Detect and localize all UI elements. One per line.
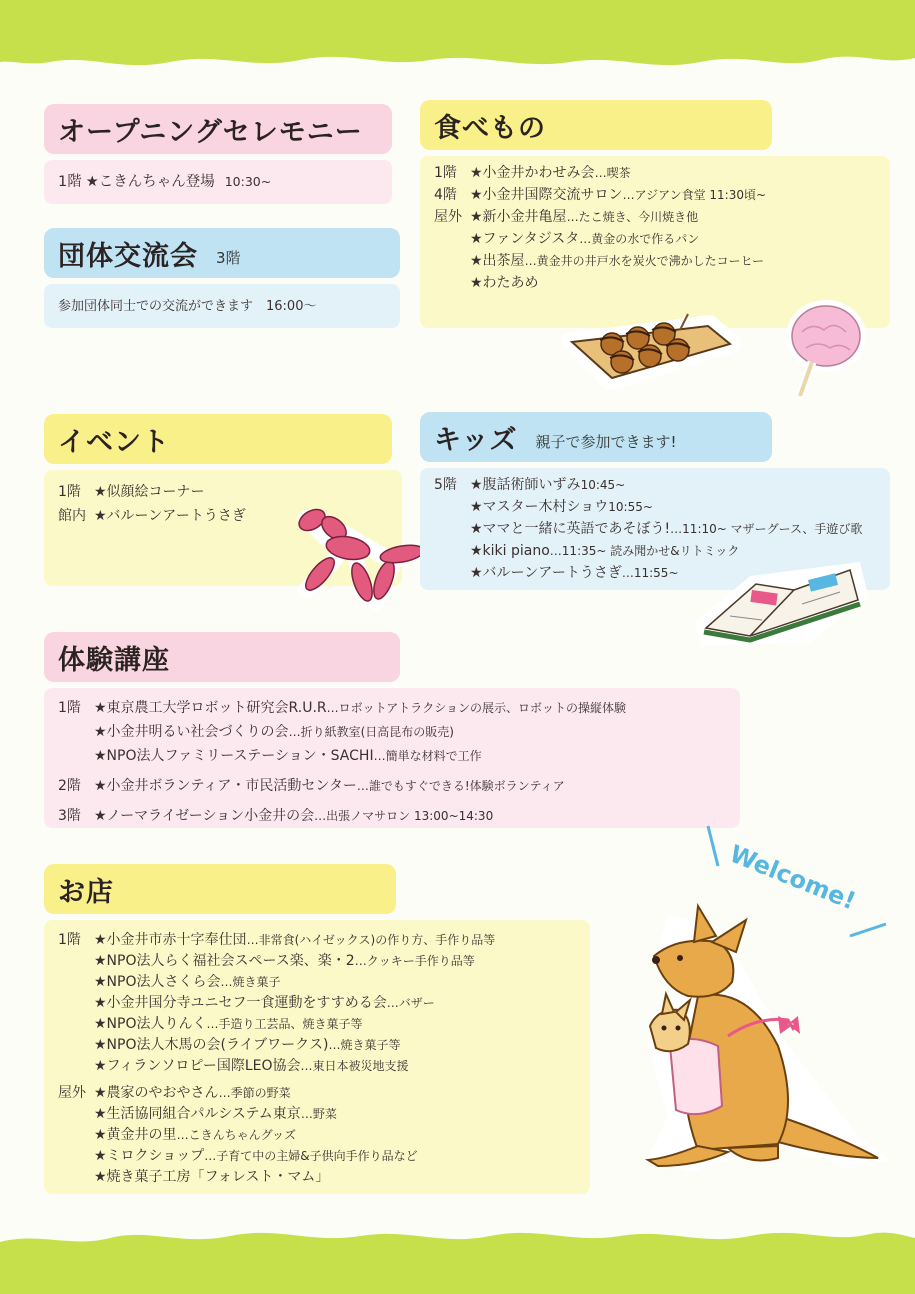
shop-item-name: ★生活協同組合パルシステム東京 [94,1106,301,1122]
list-item: 1階 ★似顔絵コーナー [58,480,388,504]
list-item: 1階 ★小金井かわせみ会 …喫茶 [434,162,876,184]
kids-item-note: …11:55~ [621,566,679,580]
shop-item-note: …野菜 [300,1107,337,1121]
list-item [434,272,876,294]
food-item-note: …たこ焼き、今川焼き他 [566,210,699,224]
list-item: 館内 ★バルーンアートうさぎ [58,504,388,528]
workshop-item-name: ★NPO法人ファミリーステーション・SACHI [94,748,374,764]
event-header [44,414,392,464]
workshop-item-name: ★東京農工大学ロボット研究会R.U.R [94,700,327,716]
cotton-candy-illustration [772,292,892,406]
shop-item-note: …バザー [386,996,435,1010]
shop-item-name: ★フィランソロピー国際LEO協会 [94,1058,301,1074]
workshop-item-name: ★小金井ボランティア・市民活動センター [94,778,357,794]
list-item [58,1146,576,1167]
opening-header [44,104,392,154]
opening-floor: 1階 [58,174,82,190]
list-item [58,1125,576,1146]
shop-item-name: ★ミロクショップ [94,1148,205,1164]
shop-item-note: …季節の野菜 [218,1086,291,1100]
kids-title: キッズ [434,424,518,456]
shop-item-note: …手造り工芸品、焼き菓子等 [206,1017,363,1031]
kids-item-name: ★マスター木村ショウ [470,499,609,515]
shop-item-note: …焼き菓子 [220,975,281,989]
workshop-item-name: ★ノーマライゼーション小金井の会 [94,808,315,824]
kids-item-note: 10:45~ [580,478,626,492]
kids-item-name: ★ママと一緒に英語であそぼう! [470,521,671,537]
shop-item-note: …子育て中の主婦&子供向手作り品など [204,1149,418,1163]
dantai-text: 参加団体同士での交流ができます 16:00～ [58,299,317,314]
food-item-name: ★小金井かわせみ会 [470,165,595,181]
kids-item-name: ★kiki piano [470,543,550,559]
list-item [58,1035,576,1056]
list-item [58,972,576,993]
kids-item-name: ★バルーンアートうさぎ [470,565,622,581]
shop-item-name: ★黄金井の里 [94,1127,177,1143]
dantai-title: 団体交流会 [58,240,198,272]
food-item-name: ★新小金井亀屋 [470,209,567,225]
shop-item-note: …クッキー手作り品等 [354,954,475,968]
food-item-note: …喫茶 [594,166,631,180]
workshop-title: 体験講座 [58,644,170,676]
list-item: 2階 ★小金井ボランティア・市民活動センター …誰でもすぐできる!体験ボランティア [58,774,726,798]
list-item [434,496,876,518]
opening-item: ★こきんちゃん登場 [85,174,215,190]
food-title: 食べもの [434,112,546,144]
food-item-name: ★小金井国際交流サロン [470,187,623,203]
shop-item-name: ★小金井市赤十字奉仕団 [94,932,247,948]
dantai-floor: 3階 [216,248,241,267]
event-title: イベント [58,426,170,458]
workshop-item-note: …簡単な材料で工作 [373,749,482,763]
book-illustration [690,556,875,655]
shop-item-note: …東日本被災地支援 [300,1059,409,1073]
food-item-name: ★出茶屋 [470,253,525,269]
list-item [58,951,576,972]
kids-item-note: 10:55~ [608,500,653,514]
food-item-note: …黄金井の井戸水を炭火で沸かしたコーヒー [524,254,765,268]
list-item: 4階 ★小金井国際交流サロン …アジアン食堂 11:30頃~ [434,184,876,206]
shop-item-name: ★NPO法人木馬の会(ライブワークス) [94,1037,329,1053]
shop-title: お店 [58,876,114,908]
dantai-panel [44,284,400,328]
shop-item-note: …非常食(ハイゼックス)の作り方、手作り品等 [246,933,496,947]
bottom-green-band [0,1228,915,1294]
workshop-item-name: ★小金井明るい社会づくりの会 [94,724,289,740]
dantai-header [44,228,400,278]
kangaroo-mascot-illustration [628,896,898,1190]
event-item-name: ★似顔絵コーナー [94,484,205,500]
shop-item-name: ★農家のやおやさん [94,1085,219,1101]
food-item-name: ★ファンタジスタ [470,231,580,247]
list-item: 屋外 ★新小金井亀屋 …たこ焼き、今川焼き他 [434,206,876,228]
shop-item-name: ★焼き菓子工房「フォレスト・マム」 [94,1169,330,1185]
workshop-panel [44,688,740,828]
food-item-note: …アジアン食堂 11:30頃~ [622,188,767,202]
food-item-name: ★わたあめ [470,275,539,291]
food-item-note: …黄金の水で作るパン [579,232,700,246]
opening-panel [44,160,392,204]
list-item [58,1104,576,1125]
top-green-band [0,0,915,80]
shop-header [44,864,396,914]
shop-item-note: …こきんちゃんグッズ [176,1128,296,1142]
workshop-item-note: …誰でもすぐできる!体験ボランティア [356,779,565,793]
shop-item-name: ★NPO法人さくら会 [94,974,221,990]
list-item [434,250,876,272]
opening-time: 10:30~ [224,174,272,189]
list-item: 1階 ★小金井市赤十字奉仕団 …非常食(ハイゼックス)の作り方、手作り品等 [58,930,576,951]
list-item [58,1014,576,1035]
kids-item-note: …11:10~ マザーグース、手遊び歌 [670,522,863,536]
kids-item-name: ★腹話術師いずみ [470,477,581,493]
opening-title: オープニングセレモニー [58,116,363,148]
welcome-text: Welcome! [725,839,860,916]
list-item [58,1167,576,1188]
list-item: 1階 ★東京農工大学ロボット研究会R.U.R …ロボットアトラクションの展示、ロボットの操縦体験 [58,696,726,720]
kids-header [420,412,772,462]
list-item [58,744,726,768]
shop-item-name: ★小金井国分寺ユニセフ一食運動をすすめる会 [94,995,387,1011]
balloon-dog-illustration [276,498,436,622]
shop-item-name: ★NPO法人らく福社会スペース楽、楽・2 [94,953,355,969]
list-item: 屋外 ★農家のやおやさん …季節の野菜 [58,1083,576,1104]
workshop-header [44,632,400,682]
shop-item-name: ★NPO法人りんく [94,1016,207,1032]
workshop-item-note: …折り紙教室(日高昆布の販売) [288,725,454,739]
workshop-item-note: …出張ノマサロン 13:00~14:30 [314,809,494,823]
shop-item-note: …焼き菓子等 [328,1038,401,1052]
event-item-name: ★バルーンアートうさぎ [94,508,246,524]
kids-floor: 5階 [434,477,457,493]
list-item [434,228,876,250]
workshop-item-note: …ロボットアトラクションの展示、ロボットの操縦体験 [326,701,627,715]
list-item [58,720,726,744]
takoyaki-illustration [560,300,740,394]
food-header [420,100,772,150]
list-item [58,1056,576,1077]
kids-item-note: …11:35~ 読み聞かせ&リトミック [549,544,740,558]
kids-subtitle: 親子で参加できます! [535,432,677,451]
list-item: 3階 ★ノーマライゼーション小金井の会 …出張ノマサロン 13:00~14:30 [58,804,726,828]
list-item [434,474,876,496]
shop-panel [44,920,590,1194]
list-item [434,518,876,540]
list-item [58,993,576,1014]
